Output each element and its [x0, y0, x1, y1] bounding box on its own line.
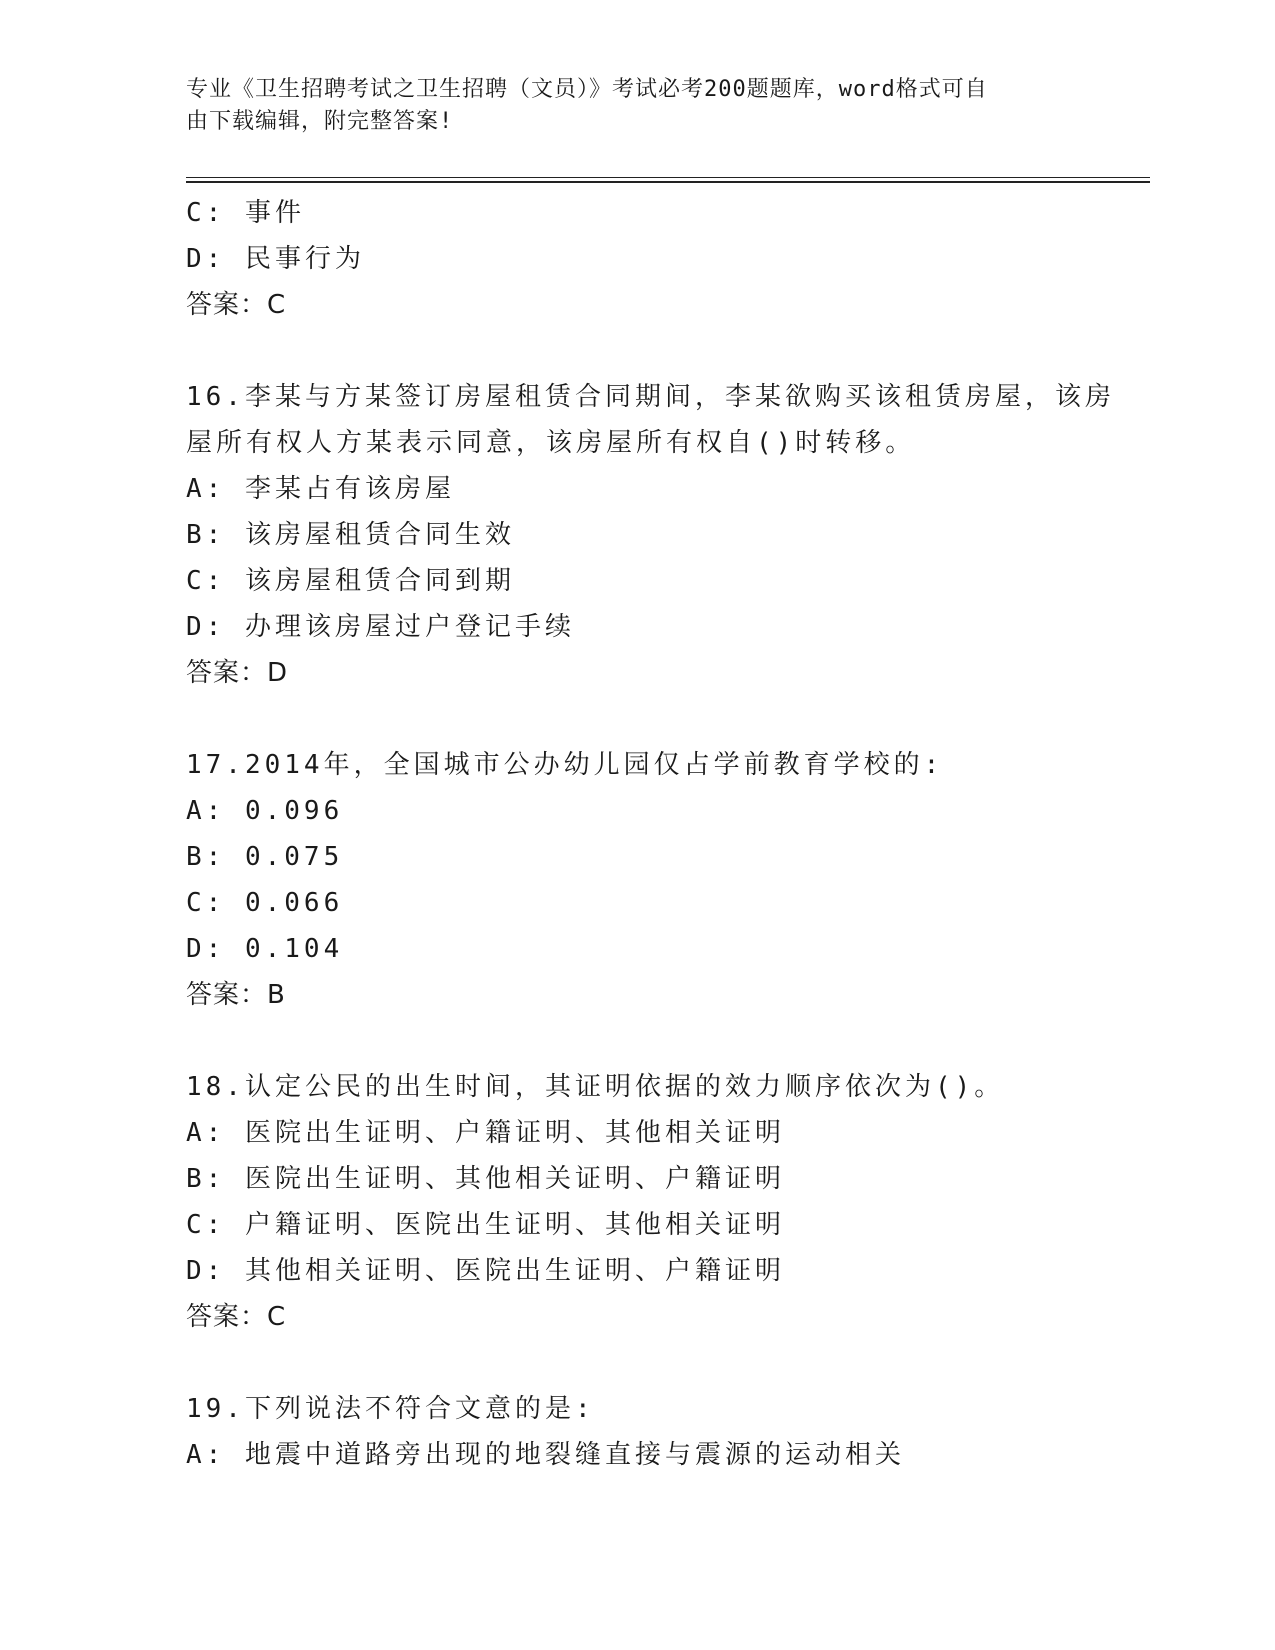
- spacer: [186, 328, 1126, 374]
- spacer: [186, 1340, 1126, 1386]
- spacer: [186, 696, 1126, 742]
- header-divider-thin: [186, 177, 1150, 178]
- option-a: A: 0.096: [186, 796, 344, 826]
- question-19: [186, 1386, 1126, 1478]
- question-stem: 16.李某与方某签订房屋租赁合同期间，李某欲购买该租赁房屋，该房: [186, 382, 1115, 412]
- option-d: D: 0.104: [186, 934, 344, 964]
- option-a: A: 地震中道路旁出现的地裂缝直接与震源的运动相关: [186, 1440, 905, 1470]
- option-d: D: 办理该房屋过户登记手续: [186, 612, 575, 642]
- option-c: C: 事件: [186, 198, 305, 228]
- answer: 答案：C: [186, 290, 287, 320]
- option-c: C: 0.066: [186, 888, 344, 918]
- question-stem: 17.2014年，全国城市公办幼儿园仅占学前教育学校的:: [186, 750, 944, 780]
- option-d: D: 民事行为: [186, 244, 365, 274]
- header-line-2: 由下载编辑，附完整答案!: [186, 109, 454, 134]
- question-17: [186, 742, 1126, 1018]
- option-b: B: 医院出生证明、其他相关证明、户籍证明: [186, 1164, 785, 1194]
- question-stem: 19.下列说法不符合文意的是:: [186, 1394, 595, 1424]
- option-b: B: 该房屋租赁合同生效: [186, 520, 515, 550]
- option-a: A: 医院出生证明、户籍证明、其他相关证明: [186, 1118, 785, 1148]
- question-16: [186, 374, 1126, 696]
- option-a: A: 李某占有该房屋: [186, 474, 455, 504]
- question-stem: 18.认定公民的出生时间，其证明依据的效力顺序依次为()。: [186, 1072, 1005, 1102]
- option-c: C: 户籍证明、医院出生证明、其他相关证明: [186, 1210, 785, 1240]
- option-c: C: 该房屋租赁合同到期: [186, 566, 515, 596]
- spacer: [186, 1018, 1126, 1064]
- question-15: [186, 190, 1126, 328]
- answer: 答案：C: [186, 1302, 287, 1332]
- question-list: [186, 190, 1126, 1478]
- header-line-1: 专业《卫生招聘考试之卫生招聘（文员）》考试必考200题题库，word格式可自: [186, 77, 988, 102]
- answer: 答案：B: [186, 980, 286, 1010]
- header-divider-thick: [186, 181, 1150, 183]
- answer: 答案：D: [186, 658, 289, 688]
- option-d: D: 其他相关证明、医院出生证明、户籍证明: [186, 1256, 785, 1286]
- document-header: [186, 74, 1066, 138]
- option-b: B: 0.075: [186, 842, 344, 872]
- question-stem-continued: 屋所有权人方某表示同意，该房屋所有权自()时转移。: [186, 428, 916, 458]
- question-18: [186, 1064, 1126, 1340]
